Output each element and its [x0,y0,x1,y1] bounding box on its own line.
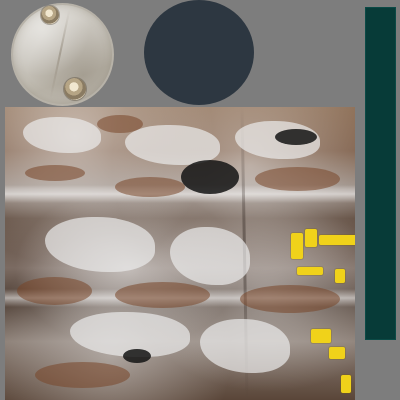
rust-patch [115,282,210,308]
yellow-paint-mark [319,235,355,245]
paint-flake [170,227,250,285]
black-stain [123,349,151,363]
black-stain [275,129,317,145]
yellow-paint-mark [329,347,345,359]
dark-disc-texture [144,0,254,105]
lid-bung-small [41,6,59,24]
paint-flake [200,319,290,373]
black-stain [181,160,239,194]
yellow-paint-mark [297,267,323,275]
rust-patch [255,167,340,191]
paint-flake [125,125,220,165]
yellow-paint-mark [305,229,317,247]
yellow-paint-mark [335,269,345,283]
rust-patch [97,115,143,133]
barrel-lid-texture [11,3,114,106]
barrel-side-texture [5,107,355,400]
paint-flake [23,117,101,153]
yellow-paint-mark [291,233,303,259]
paint-flake [45,217,155,272]
rust-patch [17,277,92,305]
lid-bung-large [64,78,86,100]
rust-patch [25,165,85,181]
rust-patch [115,177,185,197]
yellow-paint-mark [341,375,351,393]
yellow-paint-mark [311,329,331,343]
rust-patch [240,285,340,313]
rust-patch [35,362,130,388]
teal-strip-texture [365,7,396,340]
